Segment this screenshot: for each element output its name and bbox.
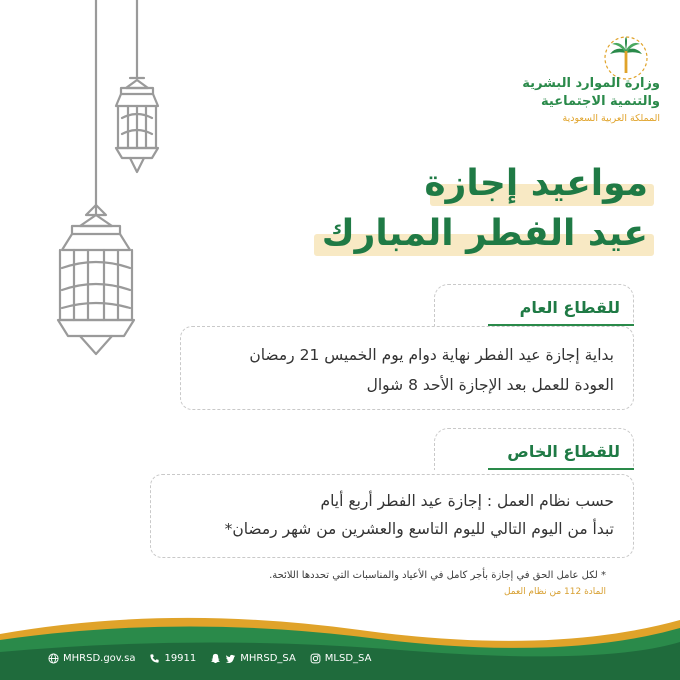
- snapchat-icon: [210, 653, 221, 664]
- social-link-1[interactable]: [210, 653, 296, 664]
- ministry-logo: [510, 34, 660, 134]
- footer-contacts: [48, 648, 371, 668]
- page-title-line2: عيد الفطر المبارك: [321, 213, 648, 254]
- private-sector-start: تبدأ من اليوم التالي لليوم التاسع والعشرين من شهر رمضان*: [224, 520, 614, 538]
- social-handle-1: MHRSD_SA: [240, 652, 296, 664]
- public-sector-box: [180, 326, 634, 410]
- palm-emblem-icon: [602, 34, 650, 82]
- public-sector-return: العودة للعمل بعد الإجازة الأحد 8 شوال: [366, 376, 614, 394]
- website-text: MHRSD.gov.sa: [63, 652, 136, 664]
- ministry-name-line1: وزارة الموارد البشرية: [522, 76, 660, 91]
- country-name: المملكة العربية السعودية: [562, 113, 660, 124]
- public-sector-label: للقطاع العام: [519, 298, 620, 317]
- ministry-name-line2: والتنمية الاجتماعية: [541, 94, 660, 109]
- phone-link[interactable]: [149, 653, 196, 664]
- large-lantern-icon: [58, 205, 134, 354]
- page-title-line1: مواعيد إجازة: [424, 163, 648, 204]
- footer-waves: [0, 600, 680, 680]
- website-link[interactable]: [48, 653, 135, 664]
- footnote-text: * لكل عامل الحق في إجازة بأجر كامل في الأعياد والمناسبات التي تحددها اللائحة.: [269, 570, 606, 581]
- globe-icon: [48, 653, 59, 664]
- lanterns-decoration: [0, 0, 240, 380]
- instagram-icon: [310, 653, 321, 664]
- private-sector-label: للقطاع الخاص: [507, 442, 620, 461]
- social-handle-2: MLSD_SA: [324, 652, 372, 664]
- twitter-icon: [225, 653, 236, 664]
- small-lantern-icon: [116, 78, 158, 172]
- private-sector-underline: [488, 468, 634, 470]
- phone-text: 19911: [164, 652, 197, 664]
- private-sector-duration: حسب نظام العمل : إجازة عيد الفطر أربع أيام: [320, 492, 614, 510]
- private-sector-box: [150, 474, 634, 558]
- social-link-2[interactable]: [310, 653, 372, 664]
- phone-icon: [149, 653, 160, 664]
- footnote-source: المادة 112 من نظام العمل: [503, 587, 606, 597]
- public-sector-start: بداية إجازة عيد الفطر نهاية دوام يوم الخميس 21 رمضان: [249, 346, 614, 364]
